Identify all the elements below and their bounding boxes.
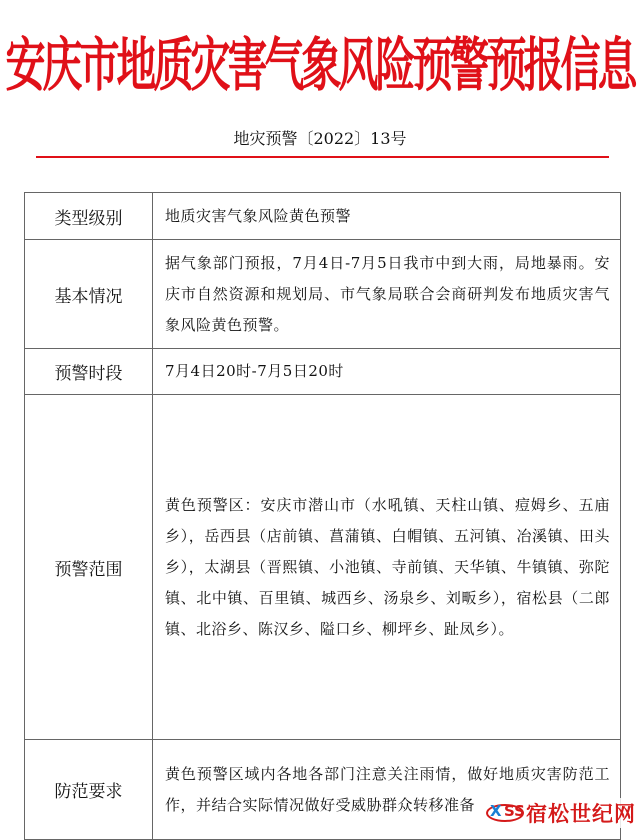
- row-label-basic-situation: 基本情况: [25, 240, 153, 349]
- row-value-warning-period: 7月4日20时-7月5日20时: [153, 349, 621, 395]
- row-label-warning-period: 预警时段: [25, 349, 153, 395]
- table-row: [25, 193, 621, 240]
- site-logo-icon: X SS: [484, 802, 524, 824]
- header-title: 安庆市地质灾害气象风险预警预报信息: [5, 31, 635, 100]
- row-value-prevention: 黄色预警区域内各地各部门注意关注雨情，做好地质灾害防范工作，并结合实际情况做好受威胁群众转移准备: [153, 740, 621, 840]
- document-number: 地灾预警〔2022〕13号: [233, 129, 407, 148]
- row-value-type-level: 地质灾害气象风险黄色预警: [153, 193, 621, 240]
- row-label-prevention: 防范要求: [25, 740, 153, 840]
- row-label-type-level: 类型级别: [25, 193, 153, 240]
- row-value-warning-scope: 黄色预警区：安庆市潜山市（水吼镇、天柱山镇、痘姆乡、五庙乡），岳西县（店前镇、菖蒲镇、白帽镇、五河镇、冶溪镇、田头乡），太湖县（晋熙镇、小池镇、寺前镇、天华镇、牛镇镇、弥陀镇、北中镇、百里镇、城西乡、汤泉乡、刘畈乡），宿松县（二郎镇、北浴乡、陈汉乡、隘口乡、柳坪乡、趾凤乡）。: [153, 395, 621, 740]
- table-row: [25, 240, 621, 349]
- watermark-text: 宿松世纪网: [526, 802, 636, 826]
- red-divider: [36, 156, 609, 158]
- row-value-basic-situation: 据气象部门预报，7月4日-7月5日我市中到大雨，局地暴雨。安庆市自然资源和规划局、市气象局联合会商研判发布地质灾害气象风险黄色预警。: [153, 240, 621, 349]
- table-row: [25, 395, 621, 740]
- site-watermark: [484, 798, 636, 828]
- warning-info-table: [24, 192, 621, 840]
- table-row: [25, 349, 621, 395]
- row-label-warning-scope: 预警范围: [25, 395, 153, 740]
